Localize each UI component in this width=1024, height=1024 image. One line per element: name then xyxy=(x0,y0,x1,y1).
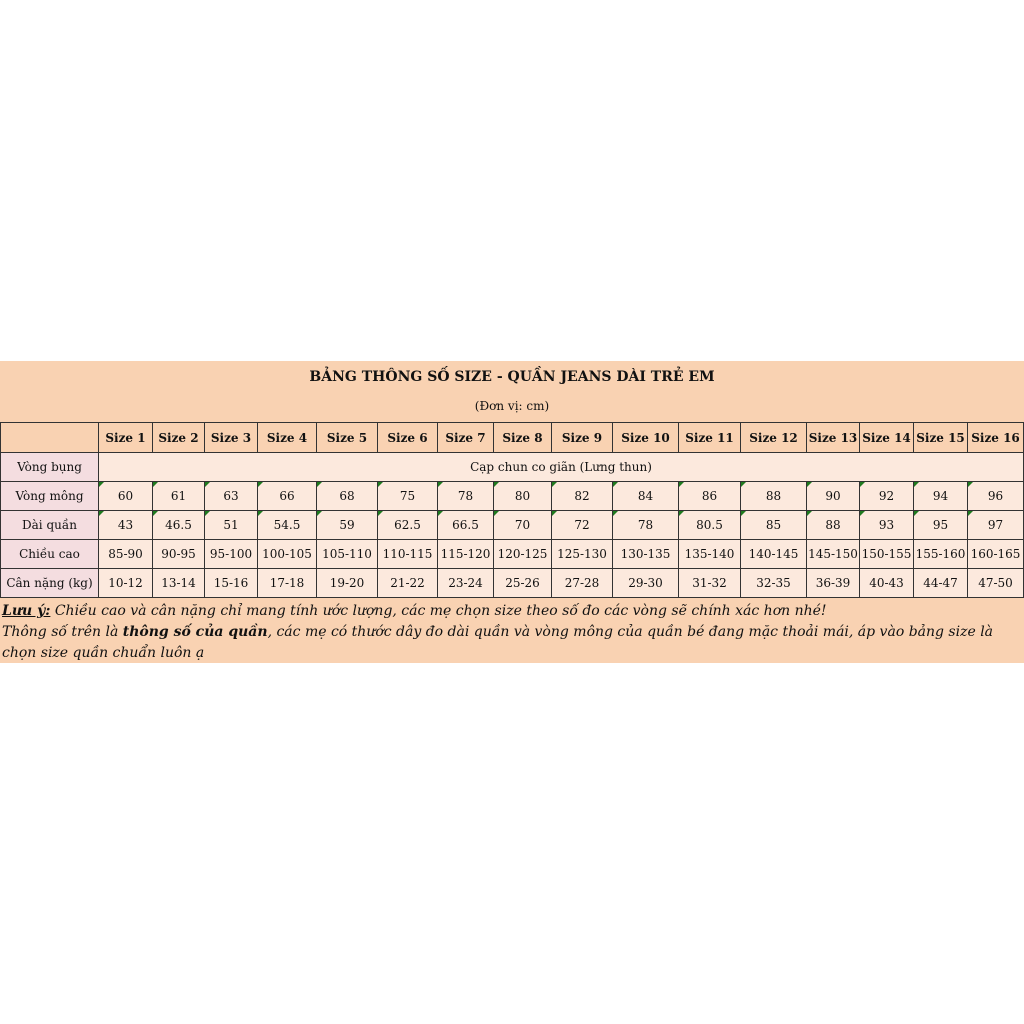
table-cell: 32-35 xyxy=(741,569,807,598)
table-cell: 29-30 xyxy=(613,569,679,598)
table-cell: 82 xyxy=(552,482,613,511)
size-header: Size 15 xyxy=(914,423,968,453)
table-cell: 17-18 xyxy=(258,569,317,598)
table-cell: 95-100 xyxy=(205,540,258,569)
corner-cell xyxy=(1,423,99,453)
table-cell: 51 xyxy=(205,511,258,540)
size-table xyxy=(0,422,1024,598)
table-cell: 31-32 xyxy=(679,569,741,598)
table-cell: 94 xyxy=(914,482,968,511)
row-label: Cân nặng (kg) xyxy=(1,569,99,598)
size-header: Size 1 xyxy=(99,423,153,453)
size-header: Size 14 xyxy=(860,423,914,453)
table-cell: 140-145 xyxy=(741,540,807,569)
size-header: Size 9 xyxy=(552,423,613,453)
table-cell: 88 xyxy=(807,511,860,540)
table-cell: 61 xyxy=(153,482,205,511)
table-cell: 155-160 xyxy=(914,540,968,569)
row-label: Chiều cao xyxy=(1,540,99,569)
table-cell: 88 xyxy=(741,482,807,511)
table-cell: 10-12 xyxy=(99,569,153,598)
table-cell: 40-43 xyxy=(860,569,914,598)
table-cell: 120-125 xyxy=(494,540,552,569)
table-cell: 85-90 xyxy=(99,540,153,569)
size-header: Size 3 xyxy=(205,423,258,453)
row-label-waist: Vòng bụng xyxy=(1,453,99,482)
size-header: Size 4 xyxy=(258,423,317,453)
table-cell: 145-150 xyxy=(807,540,860,569)
table-cell: 59 xyxy=(317,511,378,540)
table-cell: 80.5 xyxy=(679,511,741,540)
chart-title: BẢNG THÔNG SỐ SIZE - QUẦN JEANS DÀI TRẺ EM xyxy=(309,369,715,385)
size-header: Size 7 xyxy=(438,423,494,453)
note-label: Lưu ý: xyxy=(2,603,51,619)
table-cell: 93 xyxy=(860,511,914,540)
note-line-1 xyxy=(2,601,1020,622)
table-cell: 105-110 xyxy=(317,540,378,569)
table-row xyxy=(1,511,1024,540)
table-cell: 46.5 xyxy=(153,511,205,540)
note-text-2-bold: thông số của quần xyxy=(122,624,268,640)
note-text-2-post: , các mẹ có thước dây đo dài quần và vòng mông của quần bé đang mặc thoải mái, áp vào bảng size là chọn size quần chuẩn luôn ạ xyxy=(2,624,994,661)
size-header: Size 8 xyxy=(494,423,552,453)
table-cell: 43 xyxy=(99,511,153,540)
table-cell: 23-24 xyxy=(438,569,494,598)
notes xyxy=(2,601,1020,664)
size-header: Size 6 xyxy=(378,423,438,453)
table-row xyxy=(1,482,1024,511)
table-cell: 15-16 xyxy=(205,569,258,598)
table-cell: 90 xyxy=(807,482,860,511)
table-cell: 135-140 xyxy=(679,540,741,569)
table-cell: 66 xyxy=(258,482,317,511)
table-cell: 44-47 xyxy=(914,569,968,598)
table-cell: 66.5 xyxy=(438,511,494,540)
table-cell: 80 xyxy=(494,482,552,511)
table-cell: 54.5 xyxy=(258,511,317,540)
table-cell: 60 xyxy=(99,482,153,511)
size-header: Size 10 xyxy=(613,423,679,453)
table-cell: 36-39 xyxy=(807,569,860,598)
table-cell: 130-135 xyxy=(613,540,679,569)
table-cell: 150-155 xyxy=(860,540,914,569)
table-cell: 13-14 xyxy=(153,569,205,598)
unit-label: (Đơn vị: cm) xyxy=(474,399,550,413)
table-cell: 21-22 xyxy=(378,569,438,598)
table-cell: 95 xyxy=(914,511,968,540)
table-cell: 27-28 xyxy=(552,569,613,598)
size-header: Size 5 xyxy=(317,423,378,453)
table-cell: 96 xyxy=(968,482,1024,511)
table-cell: 92 xyxy=(860,482,914,511)
table-cell: 19-20 xyxy=(317,569,378,598)
waist-value: Cạp chun co giãn (Lưng thun) xyxy=(99,453,1024,482)
table-cell: 70 xyxy=(494,511,552,540)
size-header: Size 11 xyxy=(679,423,741,453)
size-header: Size 16 xyxy=(968,423,1024,453)
table-cell: 86 xyxy=(679,482,741,511)
table-cell: 63 xyxy=(205,482,258,511)
header-row xyxy=(1,423,1024,453)
row-label: Vòng mông xyxy=(1,482,99,511)
table-cell: 68 xyxy=(317,482,378,511)
table-cell: 78 xyxy=(613,511,679,540)
table-cell: 47-50 xyxy=(968,569,1024,598)
table-cell: 97 xyxy=(968,511,1024,540)
size-header: Size 13 xyxy=(807,423,860,453)
table-row xyxy=(1,540,1024,569)
table-row xyxy=(1,569,1024,598)
table-cell: 72 xyxy=(552,511,613,540)
waist-row xyxy=(1,453,1024,482)
table-cell: 62.5 xyxy=(378,511,438,540)
size-header: Size 12 xyxy=(741,423,807,453)
note-text-2-pre: Thông số trên là xyxy=(2,624,123,640)
size-header: Size 2 xyxy=(153,423,205,453)
table-cell: 85 xyxy=(741,511,807,540)
row-label: Dài quần xyxy=(1,511,99,540)
table-cell: 110-115 xyxy=(378,540,438,569)
table-cell: 90-95 xyxy=(153,540,205,569)
note-line-2 xyxy=(2,622,1020,664)
table-cell: 75 xyxy=(378,482,438,511)
table-cell: 160-165 xyxy=(968,540,1024,569)
table-cell: 100-105 xyxy=(258,540,317,569)
note-text-1: Chiều cao và cân nặng chỉ mang tính ước lượng, các mẹ chọn size theo số đo các vòng sẽ chính xác hơn nhé! xyxy=(50,603,827,619)
table-cell: 84 xyxy=(613,482,679,511)
table-cell: 115-120 xyxy=(438,540,494,569)
table-cell: 25-26 xyxy=(494,569,552,598)
table-cell: 125-130 xyxy=(552,540,613,569)
table-cell: 78 xyxy=(438,482,494,511)
size-chart-sheet xyxy=(0,361,1024,663)
